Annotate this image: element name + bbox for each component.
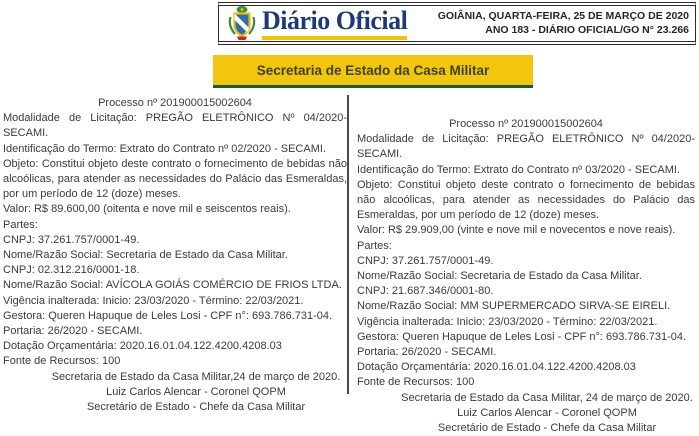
razao-social-contratante-line: Nome/Razão Social: Secretaria de Estado da Casa Militar. bbox=[357, 270, 642, 283]
signature-place-date: Secretaria de Estado da Casa Militar, 24 de março de 2020. bbox=[401, 391, 693, 404]
goias-coat-of-arms-icon bbox=[227, 5, 257, 42]
razao-social-contratante-line: Nome/Razão Social: Secretaria de Estado da Casa Militar. bbox=[3, 249, 288, 262]
signature-role: Secretário de Estado - Chefe da Casa Militar bbox=[86, 401, 306, 414]
signature-name: Luiz Carlos Alencar - Coronel QOPM bbox=[106, 385, 286, 398]
identificacao-line: Identificação do Termo: Extrato do Contrato nº 02/2020 - SECAMI. bbox=[3, 142, 326, 155]
vigencia-line: Vigência inalterada: Inicio: 23/03/2020 - Término: 22/03/2021. bbox=[357, 315, 658, 328]
date-line: GOIÂNIA, QUARTA-FEIRA, 25 DE MARÇO DE 2020 bbox=[437, 10, 689, 22]
modalidade-line: Modalidade de Licitação: PREGÃO ELETRÔNICO Nº 04/2020-SECAMI. bbox=[357, 133, 695, 161]
signature-name: Luiz Carlos Alencar - Coronel QOPM bbox=[457, 406, 637, 419]
gazette-title: Diário Oficial bbox=[262, 8, 407, 40]
brand bbox=[227, 5, 407, 42]
contract-extract-right bbox=[357, 117, 695, 436]
cnpj-contratada-line: CNPJ: 02.312.216/0001-18. bbox=[3, 264, 140, 277]
partes-line: Partes: bbox=[357, 239, 392, 252]
signature-place-date: Secretaria de Estado da Casa Militar,24 de março de 2020. bbox=[51, 370, 341, 383]
identificacao-line: Identificação do Termo: Extrato do Contrato nº 03/2020 - SECAMI. bbox=[357, 163, 680, 176]
cnpj-contratante-line: CNPJ: 37.261.757/0001-49. bbox=[357, 254, 494, 267]
section-banner-label: Secretaria de Estado da Casa Militar bbox=[256, 62, 490, 78]
process-number: Processo nº 201900015002604 bbox=[98, 97, 252, 109]
cnpj-contratante-line: CNPJ: 37.261.757/0001-49. bbox=[3, 233, 140, 246]
column-divider bbox=[347, 95, 349, 394]
process-number: Processo nº 201900015002604 bbox=[449, 118, 603, 130]
gestora-line: Gestora: Queren Hapuque de Leles Losi - CPF n°: 693.786.731-04. bbox=[3, 309, 333, 322]
fonte-line: Fonte de Recursos: 100 bbox=[3, 355, 121, 368]
contract-extract-left bbox=[3, 96, 347, 415]
section-banner bbox=[213, 55, 533, 88]
partes-line: Partes: bbox=[3, 218, 38, 231]
edition-line: ANO 183 - DIÁRIO OFICIAL/GO N° 23.266 bbox=[485, 23, 689, 36]
razao-social-contratada-line: Nome/Razão Social: AVÍCOLA GOIÁS COMÉRCIO DE FRIOS LTDA. bbox=[3, 279, 342, 292]
masthead bbox=[218, 2, 696, 45]
valor-line: Valor: R$ 89.600,00 (oitenta e nove mil e seiscentos reais). bbox=[3, 203, 291, 216]
modalidade-line: Modalidade de Licitação: PREGÃO ELETRÔNICO Nº 04/2020-SECAMI. bbox=[3, 112, 347, 140]
cnpj-contratada-line: CNPJ: 21.687.346/0001-80. bbox=[357, 285, 494, 298]
razao-social-contratada-line: Nome/Razão Social: MM SUPERMERCADO SIRVA-SE EIRELI. bbox=[357, 300, 671, 313]
portaria-line: Portaria: 26/2020 - SECAMI. bbox=[3, 325, 143, 338]
dotacao-line: Dotação Orçamentária: 2020.16.01.04.122.4200.4208.03 bbox=[357, 361, 636, 374]
valor-line: Valor: R$ 29.909,00 (vinte e nove mil e novecentos e nove reais). bbox=[357, 224, 676, 237]
fonte-line: Fonte de Recursos: 100 bbox=[357, 376, 475, 389]
vigencia-line: Vigência inalterada: Inicio: 23/03/2020 - Término: 22/03/2021. bbox=[3, 294, 304, 307]
signature-role: Secretário de Estado - Chefe da Casa Militar bbox=[437, 422, 657, 435]
objeto-line: Objeto: Constitui objeto deste contrato o fornecimento de bebidas não alcoólicas, para atender as necessidades do Palácio das Esmeraldas, por um período de 12 (doze) meses. bbox=[357, 178, 695, 222]
edition-info bbox=[438, 10, 689, 37]
objeto-line: Objeto: Constitui objeto deste contrato o fornecimento de bebidas não alcoólicas, para atender as necessidades do Palácio das Esmeraldas, por um período de 12 (doze) meses. bbox=[3, 157, 347, 201]
dotacao-line: Dotação Orçamentária: 2020.16.01.04.122.4200.4208.03 bbox=[3, 340, 282, 353]
portaria-line: Portaria: 26/2020 - SECAMI. bbox=[357, 346, 497, 359]
gestora-line: Gestora: Queren Hapuque de Leles Losi - CPF n°: 693.786.731-04. bbox=[357, 330, 687, 343]
